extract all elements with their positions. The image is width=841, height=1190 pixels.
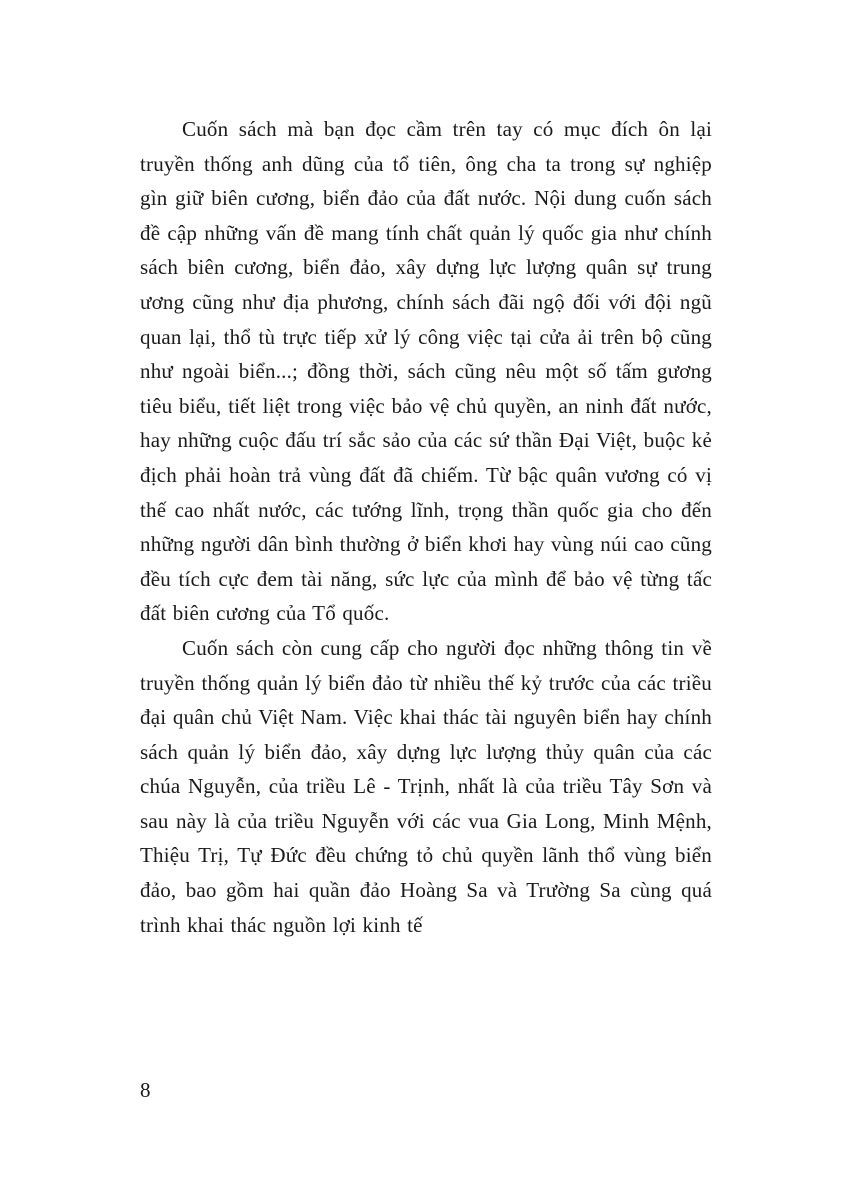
page-body-text [140, 112, 712, 942]
page-number: 8 [140, 1078, 151, 1102]
paragraph: Cuốn sách mà bạn đọc cầm trên tay có mục đích ôn lại truyền thống anh dũng của tổ tiên, ông cha ta trong sự nghiệp gìn giữ biên cương, biển đảo của đất nước. Nội dung cuốn sách đề cập những vấn đề mang tính chất quản lý quốc gia như chính sách biên cương, biển đảo, xây dựng lực lượng quân sự trung ương cũng như địa phương, chính sách đãi ngộ đối với đội ngũ quan lại, thổ tù trực tiếp xử lý công việc tại cửa ải trên bộ cũng như ngoài biển...; đồng thời, sách cũng nêu một số tấm gương tiêu biểu, tiết liệt trong việc bảo vệ chủ quyền, an ninh đất nước, hay những cuộc đấu trí sắc sảo của các sứ thần Đại Việt, buộc kẻ địch phải hoàn trả vùng đất đã chiếm. Từ bậc quân vương có vị thế cao nhất nước, các tướng lĩnh, trọng thần quốc gia cho đến những người dân bình thường ở biển khơi hay vùng núi cao cũng đều tích cực đem tài năng, sức lực của mình để bảo vệ từng tấc đất biên cương của Tổ quốc. [140, 117, 712, 626]
paragraph: Cuốn sách còn cung cấp cho người đọc những thông tin về truyền thống quản lý biển đảo từ nhiều thế kỷ trước của các triều đại quân chủ Việt Nam. Việc khai thác tài nguyên biển hay chính sách quản lý biển đảo, xây dựng lực lượng thủy quân của các chúa Nguyễn, của triều Lê - Trịnh, nhất là của triều Tây Sơn và sau này là của triều Nguyễn với các vua Gia Long, Minh Mệnh, Thiệu Trị, Tự Đức đều chứng tỏ chủ quyền lãnh thổ vùng biển đảo, bao gồm hai quần đảo Hoàng Sa và Trường Sa cùng quá trình khai thác nguồn lợi kinh tế [140, 635, 712, 937]
